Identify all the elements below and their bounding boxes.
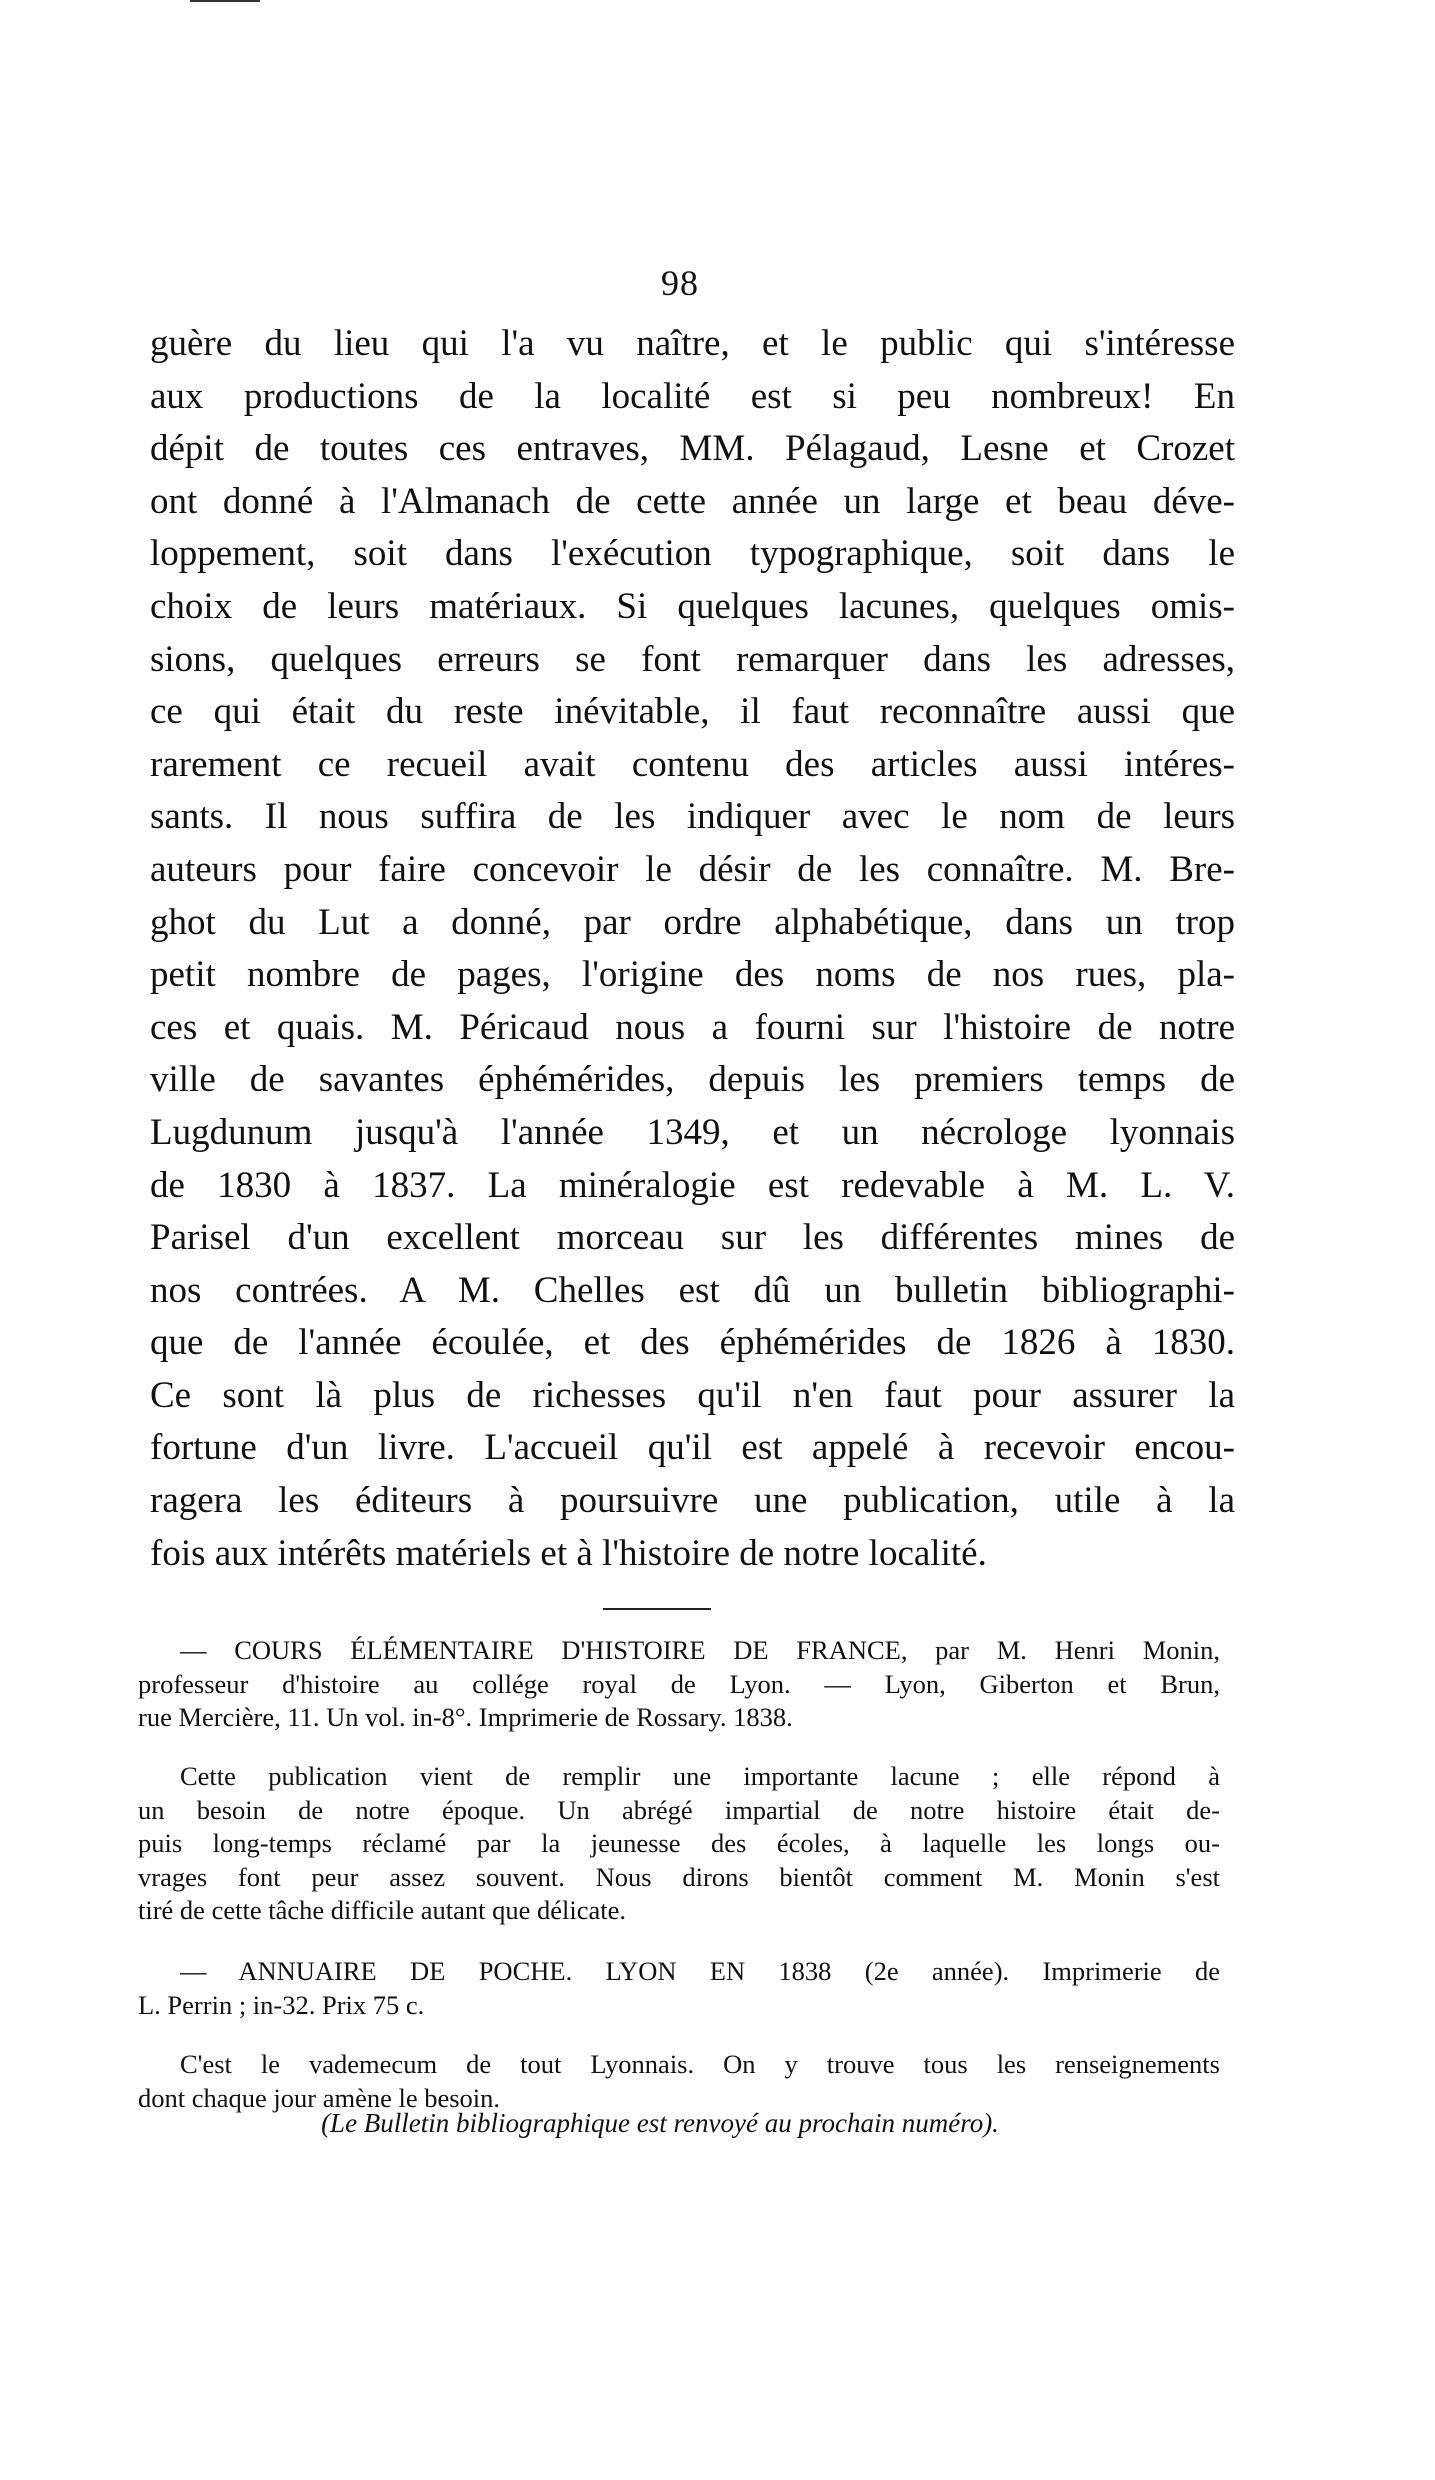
text-line: guère du lieu qui l'a vu naître, et le public qui s'intéresse (150, 323, 1235, 364)
text-line: que de l'année écoulée, et des éphémérides de 1826 à 1830. (150, 1322, 1235, 1364)
note-line: tiré de cette tâche difficile autant que délicate. (138, 1895, 627, 1925)
text-line: Parisel d'un excellent morceau sur les différentes mines de (150, 1217, 1235, 1259)
note-line: dont chaque jour amène le besoin. (138, 2082, 501, 2113)
text-line: petit nombre de pages, l'origine des noms de nos rues, pla- (150, 954, 1235, 996)
note-line: L. Perrin ; in-32. Prix 75 c. (138, 1989, 425, 2020)
text-line: rarement ce recueil avait contenu des articles aussi intéres- (150, 743, 1235, 785)
note-line: professeur d'histoire au collége royal de Lyon. — Lyon, Giberton et Brun, (138, 1668, 1220, 1699)
text-line: sions, quelques erreurs se font remarquer dans les adresses, (150, 638, 1235, 680)
text-line: aux productions de la localité est si peu nombreux! En (150, 375, 1235, 417)
text-line: ragera les éditeurs à poursuivre une publication, utile à la (150, 1480, 1235, 1522)
text-line: sants. Il nous suffira de les indiquer avec le nom de leurs (150, 796, 1235, 838)
note-line: rue Mercière, 11. Un vol. in-8°. Imprimerie de Rossary. 1838. (138, 1702, 793, 1732)
text-line: auteurs pour faire concevoir le désir de les connaître. M. Bre- (150, 848, 1235, 890)
text-line: ghot du Lut a donné, par ordre alphabétique, dans un trop (150, 901, 1235, 943)
page-number: 98 (661, 263, 699, 303)
text-line: ont donné à l'Almanach de cette année un large et beau déve- (150, 480, 1235, 522)
note-line: puis long-temps réclamé par la jeunesse des écoles, à laquelle les longs ou- (138, 1828, 1220, 1858)
text-line: nos contrées. A M. Chelles est dû un bulletin bibliographi- (150, 1269, 1235, 1311)
note-line: — COURS ÉLÉMENTAIRE D'HISTOIRE DE FRANCE, par M. Henri Monin, (180, 1635, 1220, 1665)
note-cours-review (138, 1760, 1220, 1928)
note-annuaire-review (138, 2048, 1220, 2115)
note-line: — ANNUAIRE DE POCHE. LYON EN 1838 (2e année). Imprimerie de (180, 1956, 1220, 1986)
top-rule (190, 0, 260, 2)
note-line: C'est le vademecum de tout Lyonnais. On y trouve tous les renseignements (180, 2049, 1220, 2079)
note-line: Cette publication vient de remplir une importante lacune ; elle répond à (180, 1761, 1220, 1791)
note-cours-elementaire (138, 1634, 1220, 1735)
text-line: ce qui était du reste inévitable, il faut reconnaître aussi que (150, 691, 1235, 733)
text-line: ville de savantes éphémérides, depuis les premiers temps de (150, 1059, 1235, 1101)
closing-note: (Le Bulletin bibliographique est renvoyé au prochain numéro). (321, 2108, 999, 2138)
text-line: de 1830 à 1837. La minéralogie est redevable à M. L. V. (150, 1164, 1235, 1206)
text-line: choix de leurs matériaux. Si quelques lacunes, quelques omis- (150, 585, 1235, 627)
text-line: Lugdunum jusqu'à l'année 1349, et un nécrologe lyonnais (150, 1111, 1235, 1153)
text-line: ces et quais. M. Péricaud nous a fourni sur l'histoire de notre (150, 1006, 1235, 1048)
section-divider (603, 1608, 711, 1610)
text-line: dépit de toutes ces entraves, MM. Pélagaud, Lesne et Crozet (150, 428, 1235, 470)
main-paragraph (150, 318, 1235, 1580)
text-line: fois aux intérêts matériels et à l'histoire de notre localité. (150, 1532, 987, 1574)
text-line: fortune d'un livre. L'accueil qu'il est appelé à recevoir encou- (150, 1427, 1235, 1469)
text-line: Ce sont là plus de richesses qu'il n'en faut pour assurer la (150, 1374, 1235, 1416)
text-line: loppement, soit dans l'exécution typographique, soit dans le (150, 533, 1235, 575)
note-annuaire (138, 1955, 1220, 2022)
note-line: vrages font peur assez souvent. Nous dirons bientôt comment M. Monin s'est (138, 1861, 1220, 1892)
note-line: un besoin de notre époque. Un abrégé impartial de notre histoire était de- (138, 1794, 1220, 1825)
